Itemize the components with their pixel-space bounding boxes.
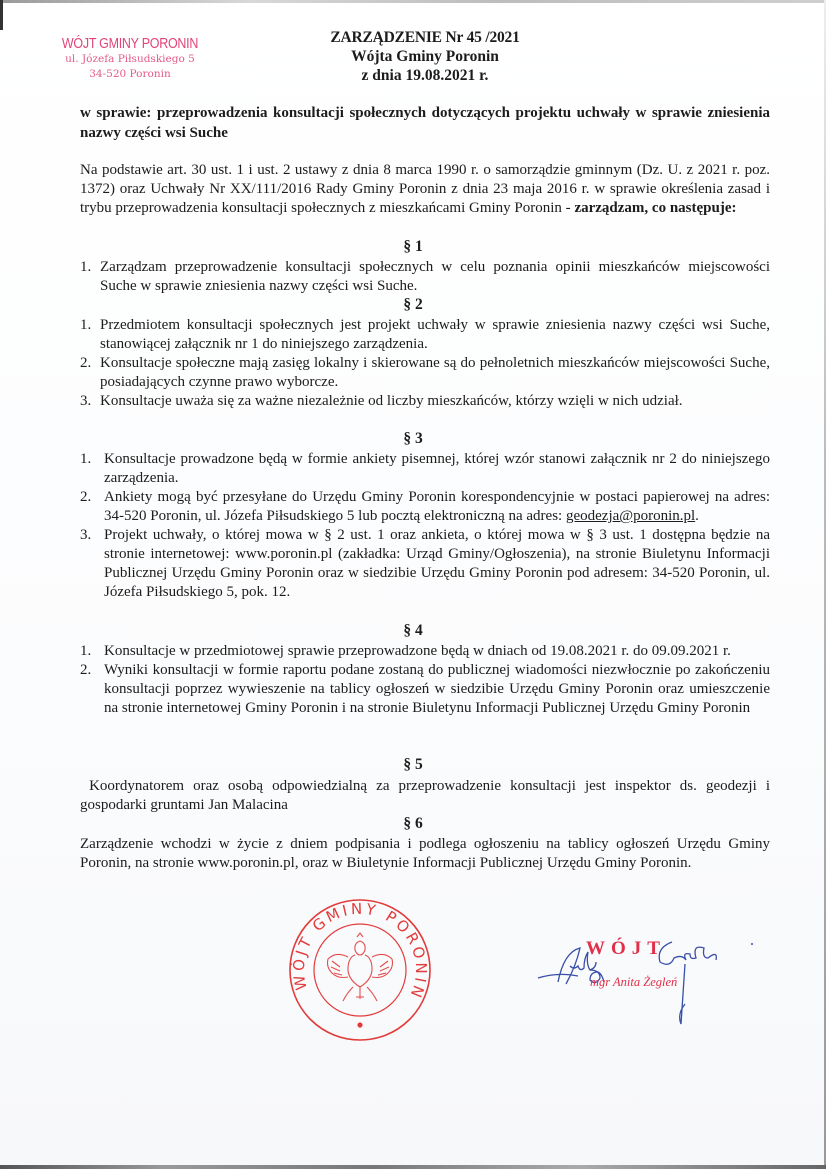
office-header-stamp — [30, 36, 230, 82]
title-line-1: ZARZĄDZENIE Nr 45 /2021 — [330, 29, 520, 46]
decree-clause: zarządzam, co następuje: — [574, 200, 737, 216]
item-number: 1. — [80, 259, 92, 275]
document-subject: w sprawie: przeprowadzenia konsultacji społecznych dotyczących projektu uchwały w sprawie zniesienia nazwy części wsi Suche — [80, 105, 770, 141]
seal-dot — [357, 1022, 362, 1027]
office-name: WÓJT GMINY PORONIN — [61, 36, 199, 52]
title-line-2: Wójta Gminy Poronin — [351, 48, 499, 65]
list-item — [80, 526, 770, 602]
signature-dot — [751, 943, 753, 945]
list-item — [80, 450, 770, 488]
item-text: Konsultacje społeczne mają zasięg lokalny i skierowane są do pełnoletnich mieszkańców miejscowości Suche, posiadających czynne prawo wyborcze. — [100, 355, 770, 390]
section-1-list — [80, 258, 770, 296]
section-heading-4: § 4 — [403, 622, 423, 639]
item-text: Przedmiotem konsultacji społecznych jest projekt uchwały w sprawie zniesienia nazwy części wsi Suche, stanowiącej załącznik nr 1 do niniejszego zarządzenia. — [100, 317, 770, 352]
signatory-name: mgr Anita Żegleń — [590, 975, 678, 989]
eagle-emblem-icon — [328, 933, 393, 1001]
item-number: 1. — [80, 451, 92, 467]
item-number: 2. — [80, 489, 92, 505]
section-5-paragraph: Koordynatorem oraz osobą odpowiedzialną za przeprowadzenie konsultacji jest inspektor ds. geodezji i gospodarki gruntami Jan Malacina — [80, 778, 774, 813]
scan-edge-top — [0, 0, 826, 3]
list-item — [80, 316, 770, 354]
title-line-3: z dnia 19.08.2021 r. — [361, 67, 489, 84]
item-text: Konsultacje prowadzone będą w formie ankiety pisemnej, której wzór stanowi załącznik nr 2 do niniejszego zarządzenia. — [104, 451, 770, 486]
list-item — [80, 642, 770, 661]
scan-edge-left — [0, 0, 3, 30]
item-number: 3. — [80, 527, 92, 543]
seal-inner-ring — [314, 924, 406, 1016]
section-heading-1: § 1 — [403, 238, 423, 255]
office-street: ul. Józefa Piłsudskiego 5 — [65, 53, 195, 65]
item-text-end: . — [695, 508, 699, 524]
section-3-list — [80, 450, 770, 602]
item-text: Konsultacje w przedmiotowej sprawie przeprowadzone będą w dniach od 19.08.2021 r. do 09.09.2021 r. — [104, 643, 731, 659]
list-item — [80, 392, 770, 411]
list-item — [80, 258, 770, 296]
list-item — [80, 488, 770, 526]
section-heading-5: § 5 — [403, 756, 423, 773]
item-text: Projekt uchwały, o której mowa w § 2 ust. 1 oraz ankieta, o której mowa w § 3 ust. 1 dostępna będzie na stronie internetowej: www.poronin.pl (zakładka: Urząd Gminy/Ogłoszenia), na stronie Biuletynu Informacji Publicznej Urzędu Gminy Poronin oraz w siedzibie Urzędu Gminy Poronin pod adresem: 34-520 Poronin, ul. Józefa Piłsudskiego 5, pok. 12. — [104, 527, 770, 600]
item-text: Ankiety mogą być przesyłane do Urzędu Gminy Poronin korespondencyjnie w postaci papierowej na adres: 34-520 Poronin, ul. Józefa Piłsudskiego 5 lub pocztą elektroniczną na adres: — [104, 489, 770, 524]
document-title — [285, 28, 565, 85]
signature-block — [530, 930, 780, 1030]
section-2-list — [80, 316, 770, 411]
official-seal — [287, 897, 433, 1043]
office-city: 34-520 Poronin — [89, 68, 171, 80]
email-link[interactable]: geodezja@poronin.pl — [565, 508, 696, 524]
item-number: 2. — [80, 662, 92, 678]
legal-basis-text: Na podstawie art. 30 ust. 1 i ust. 2 ustawy z dnia 8 marca 1990 r. o samorządzie gminnym (Dz. U. z 2021 r. poz. 1372) oraz Uchwały Nr XX/111/2016 Rady Gminy Poronin z dnia 23 maja 2016 r. w sprawie określenia zasad i trybu przeprowadzenia konsultacji społecznych z mieszkańcami Gminy Poronin - — [80, 162, 770, 216]
seal-ring-text: WÓJT GMINY PORONIN — [289, 899, 431, 1003]
item-number: 3. — [80, 393, 92, 409]
section-6-paragraph: Zarządzenie wchodzi w życie z dniem podpisania i podlega ogłoszeniu na tablicy ogłoszeń Urzędu Gminy Poronin, na stronie www.poronin.pl, oraz w Biuletynie Informacji Publicznej Urzędu Gminy Poronin. — [80, 836, 770, 871]
section-heading-3: § 3 — [403, 430, 423, 447]
item-number: 2. — [80, 355, 92, 371]
legal-basis-paragraph — [80, 161, 770, 218]
list-item — [80, 661, 770, 718]
item-text: Konsultacje uważa się za ważne niezależnie od liczby mieszkańców, którzy wzięli w nich udział. — [100, 393, 683, 409]
item-number: 1. — [80, 643, 92, 659]
item-number: 1. — [80, 317, 92, 333]
list-item — [80, 354, 770, 392]
section-heading-2: § 2 — [403, 296, 423, 313]
signatory-title: WÓJT — [586, 938, 666, 959]
section-4-list — [80, 642, 770, 718]
item-text: Wyniki konsultacji w formie raportu podane zostaną do publicznej wiadomości niezwłocznie po zakończeniu konsultacji poprzez wywieszenie na tablicy ogłoszeń w siedzibie Urzędu Gminy Poronin oraz umieszczenie na stronie internetowej Gminy Poronin i na stronie Biuletynu Informacji Publicznej Urzędu Gminy Poronin — [104, 662, 770, 716]
item-text: Zarządzam przeprowadzenie konsultacji społecznych w celu poznania opinii mieszkańców miejscowości Suche w sprawie zniesienia nazwy części wsi Suche. — [100, 259, 770, 294]
section-heading-6: § 6 — [403, 815, 423, 832]
scan-edge-bottom — [0, 1165, 826, 1169]
